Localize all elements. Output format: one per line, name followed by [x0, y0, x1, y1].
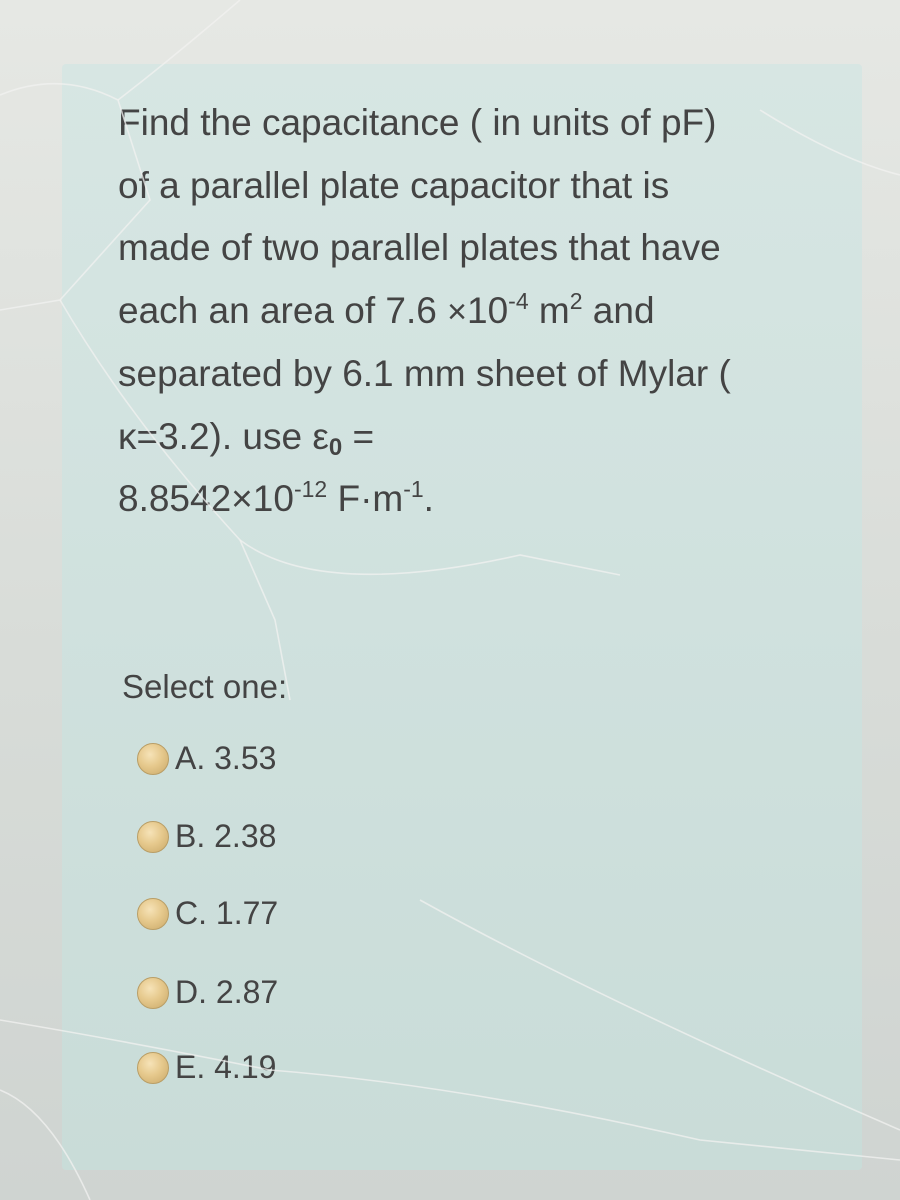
epsilon-subscript: 0 — [328, 433, 343, 461]
radio-icon[interactable] — [137, 821, 169, 853]
question-line — [118, 406, 818, 469]
question-line — [118, 468, 818, 531]
area-unit: m — [528, 289, 570, 331]
question-line: made of two parallel plates that have — [118, 227, 721, 268]
area-suffix: and — [582, 289, 655, 331]
option-label: B. 2.38 — [175, 818, 277, 854]
question-line — [118, 280, 818, 344]
epsilon-unit: F·m — [327, 478, 404, 519]
equals-sign: = — [342, 415, 375, 457]
ten-base: 10 — [467, 289, 509, 331]
select-one-label: Select one: — [122, 668, 288, 705]
epsilon-value: 8.8542×10 — [118, 478, 294, 519]
option-label: C. 1.77 — [175, 895, 279, 931]
area-exponent: -4 — [508, 287, 529, 314]
option-label: E. 4.19 — [175, 1049, 277, 1085]
times-symbol: × — [447, 292, 467, 331]
option-c[interactable] — [137, 895, 278, 932]
epsilon-unit-exponent: -1 — [403, 476, 424, 502]
option-a[interactable] — [137, 740, 276, 777]
option-d[interactable] — [137, 974, 278, 1011]
epsilon-exponent: -12 — [293, 476, 328, 502]
question-line: separated by 6.1 mm sheet of Mylar ( — [118, 353, 731, 394]
question-text — [118, 92, 818, 531]
area-prefix: each an area of 7.6 — [118, 289, 448, 331]
radio-icon[interactable] — [137, 977, 169, 1009]
kappa-symbol: κ — [118, 415, 137, 457]
radio-icon[interactable] — [137, 898, 169, 930]
option-e[interactable] — [137, 1049, 276, 1086]
epsilon-period: . — [423, 478, 434, 519]
option-b[interactable] — [137, 818, 276, 855]
option-label: D. 2.87 — [175, 974, 279, 1010]
radio-icon[interactable] — [137, 743, 169, 775]
option-label: A. 3.53 — [175, 740, 277, 776]
kappa-value: =3.2). use ε — [136, 415, 329, 457]
question-line: of a parallel plate capacitor that is — [118, 164, 670, 206]
question-line: Find the capacitance ( in units of pF) — [118, 102, 717, 143]
radio-icon[interactable] — [137, 1052, 169, 1084]
area-unit-exponent: 2 — [569, 287, 583, 314]
